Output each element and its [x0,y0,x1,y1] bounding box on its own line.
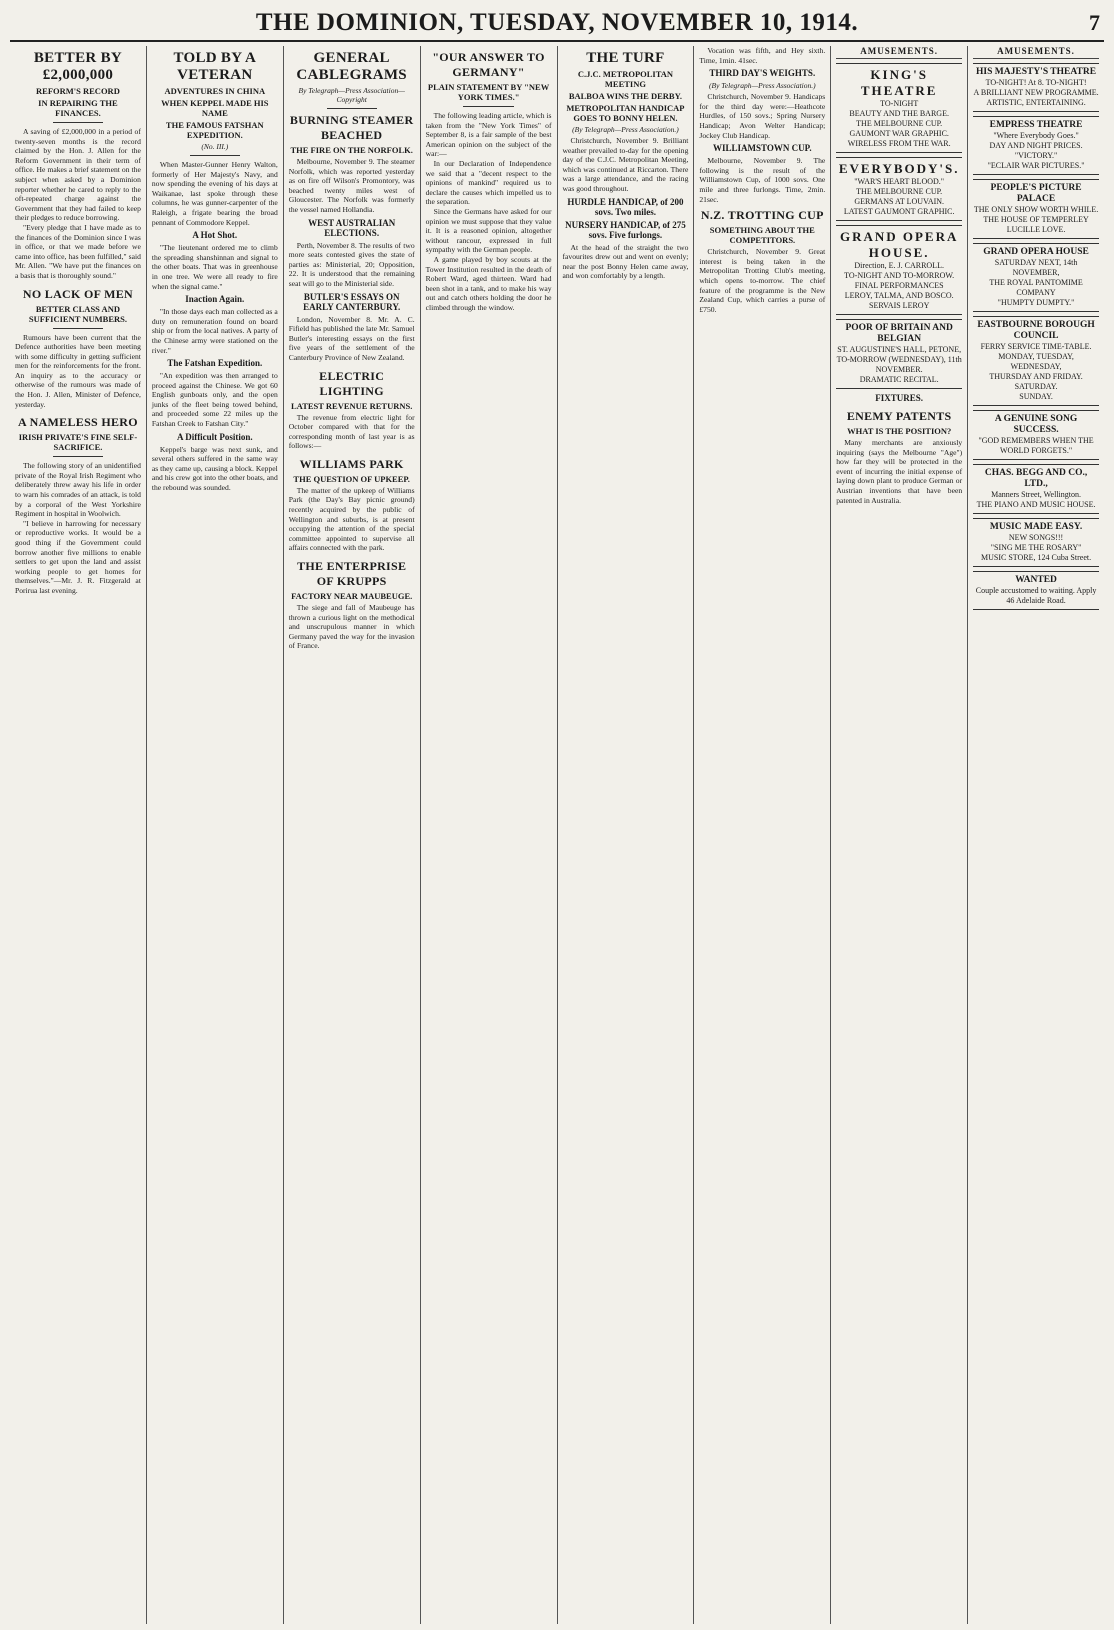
deck: WHAT IS THE POSITION? [847,426,952,436]
ad-line: LUCILLE LOVE. [1006,225,1066,234]
paragraph: Christchurch, November 9. Great interest is being taken in the Metropolitan Trotting Club's meeting, which opens to-morrow. The chief feature of the programme is the New Zealand Cup, which carries a purse of £750. [699,247,826,314]
ad-lines [836,261,962,311]
subhead: A Hot Shot. [192,230,238,241]
ad-title: MUSIC MADE EASY. [989,522,1083,532]
ad-line: "ECLAIR WAR PICTURES." [987,161,1085,170]
ad-line: GERMANS AT LOUVAIN. [854,197,945,206]
deck: ADVENTURES IN CHINA [164,86,266,96]
divider [463,106,513,107]
article-enemy-patents [836,409,962,505]
headline: NO LACK OF MEN [22,286,133,301]
article-better-by-2000000 [15,50,141,281]
paragraph: "I believe in harrowing for necessary or reproductive works. It would be a good thing if the Government could borrow another five millions to enable settlers to get upon the land and assist working people to get homes for themselves."—Mr. J. R. Fitzgerald at Porirua last evening. [15,518,141,595]
paragraph: "An expedition was then arranged to proceed against the Chinese. We got 60 English gunboats only, and the open junks of the fleet being towed behind, and proceeded some 22 miles up the Fatshan Creek to Fatshan City." [151,371,278,429]
ad-line: THURSDAY AND FRIDAY. [989,372,1083,381]
ad-lines [973,78,1099,108]
divider [53,456,103,457]
paragraph: Melbourne, November 9. The steamer Norfolk, which was reported yesterday as on fire off Wilson's Promontory, was beached twenty miles west of Gloucester. The Norfolk was formerly the vessel named Hollandia. [288,157,415,214]
ad-poor-of-britain [836,319,962,389]
ad-title: EMPRESS THEATRE [989,120,1083,130]
paragraph: A game played by boy scouts at the Tower Institution resulted in the death of Robert Ward, aged thirteen. Ward had been shot in a tank, and to make his way out and catch others holding the door he climbed through the window. [425,254,552,312]
article-no-lack-of-men [15,287,141,410]
fixtures [836,393,962,403]
column-1 [10,46,146,1624]
headline: A NAMELESS HERO [18,415,138,430]
ad-line: FINAL PERFORMANCES [854,281,944,290]
subhead: A Difficult Position. [176,431,253,442]
ad-peoples-picture-palace [973,179,1099,239]
ad-line: "Where Everybody Goes." [993,131,1079,140]
ad-lines [973,586,1099,606]
ad-line: MUSIC STORE, 124 Cuba Street. [981,553,1092,562]
article-turf-continued [699,46,825,314]
paragraph: Since the Germans have asked for our opinion we must suppose that they value it. It is a reasoned opinion, altogether without rancour, expressed in full sympathy with the German people. [425,206,552,255]
deck: REFORM'S RECORD [36,86,120,96]
paragraph: Christchurch, November 9. Handicaps for the third day were:—Heathcote Hurdles, of 150 sovs.; Spring Nursery Handicap; Avon Welter Handicap; Jockey Club Handicap. [699,92,826,140]
ad-title: WANTED [1015,575,1057,585]
ad-line: SATURDAY. [1014,382,1058,391]
ad-line: BEAUTY AND THE BARGE. [849,109,949,118]
ad-everybodys [836,157,962,221]
subhead: The Fatshan Expedition. [167,358,263,369]
subhead: Inaction Again. [185,294,245,305]
byline: By Telegraph—Press Association—Copyright [298,86,405,104]
ad-grand-opera-house-pantomime [973,243,1099,312]
byline: (By Telegraph—Press Association.) [709,81,816,91]
ad-line: "HUMPTY DUMPTY." [997,298,1075,307]
paragraph: London, November 8. Mr. A. C. Fifield has published the late Mr. Samuel Butler's interesting essays on the first five years of the settlement of the Canterbury Province of New Zealand. [288,314,415,362]
ad-lines [973,258,1099,308]
column-4 [420,46,557,1624]
divider [190,155,240,156]
paragraph: The following leading article, which is taken from the "New York Times" of September 8, is a fair sample of the best American opinion on the subject of the war:— [425,111,552,159]
ad-line: SUNDAY. [1019,392,1053,401]
ad-line: WIRELESS FROM THE WAR. [847,139,951,148]
series-number: (No. III.) [201,142,229,151]
ad-title: EVERYBODY'S. [838,161,960,176]
subhead: THIRD DAY'S WEIGHTS. [709,68,816,79]
ad-song-success [973,410,1099,460]
ad-line: THE MELBOURNE CUP. [856,187,943,196]
ad-line: ST. AUGUSTINE'S HALL, PETONE, [837,345,962,354]
ad-title: GRAND OPERA HOUSE [983,247,1089,257]
ad-eastbourne-ferry [973,316,1099,406]
paragraph: Melbourne, November 9. The following is the result of the Williamstown Cup, of 1000 sovs. One mile and three furlongs. Time, 2min. 21sec. [699,156,826,204]
ad-line: TO-NIGHT [880,99,919,108]
ad-title: GRAND OPERA HOUSE. [839,229,959,260]
paragraph: When Master-Gunner Henry Walton, formerly of Her Majesty's Navy, and now spending the evening of his days at Waikanae, last spoke through these columns, he was gunner-carpenter of the Raleigh, a frigate bearing the broad pennant of Commodore Keppel. [151,160,278,227]
deck: IN REPAIRING THE FINANCES. [38,98,118,118]
paragraph: At the head of the straight the two favourites drew out and went on evenly; near the post Bonny Helen came away, and won comfortably by a length. [562,242,689,281]
deck: WHEN KEPPEL MADE HIS NAME [161,98,269,118]
deck: BETTER CLASS AND SUFFICIENT NUMBERS. [28,303,127,324]
article-general-cablegrams [289,50,415,363]
ad-music-made-easy [973,518,1099,567]
article-the-turf [563,50,689,281]
ad-line: "WAR'S HEART BLOOD." [854,177,945,186]
ad-line: TO-NIGHT! At 8. TO-NIGHT! [985,78,1087,87]
headline: BURNING STEAMER BEACHED [289,113,414,142]
section-label: AMUSEMENTS. [973,46,1099,59]
deck: C.J.C. METROPOLITAN MEETING [577,69,674,89]
ad-kings-theatre [836,63,962,153]
ad-lines [973,342,1099,402]
race-title: NURSERY HANDICAP, of 275 sovs. Five furlongs. [565,219,686,240]
ad-lines [836,177,962,217]
ad-line: GAUMONT WAR GRAPHIC. [849,129,949,138]
column-6 [693,46,830,1624]
ad-line: LEROY, TALMA, AND BOSCO. [844,291,954,300]
ad-line: "SING ME THE ROSARY" [990,543,1082,552]
masthead-title: THE DOMINION, TUESDAY, NOVEMBER 10, 1914. [255,9,859,36]
headline: "OUR ANSWER TO GERMANY" [432,50,545,79]
article-told-by-a-veteran [152,50,278,493]
article-enterprise-of-krupps [289,559,415,651]
ad-line: DAY AND NIGHT PRICES. [989,141,1083,150]
ad-lines [973,436,1099,456]
subhead: FIXTURES. [875,393,924,403]
columns [10,46,1104,1624]
column-5 [557,46,694,1624]
ad-lines [973,131,1099,171]
masthead [10,6,1104,42]
paragraph: "In those days each man collected as a duty on remuneration found on board ship or from the local natives. A party of the Chinese army were stationed on the river." [151,307,278,355]
ad-line: FERRY SERVICE TIME-TABLE. [980,342,1092,351]
deck: SOMETHING ABOUT THE COMPETITORS. [709,225,815,246]
ad-line: "GOD REMEMBERS WHEN THE WORLD FORGETS." [978,436,1094,455]
deck: FACTORY NEAR MAUBEUGE. [291,591,413,602]
deck: IRISH PRIVATE'S FINE SELF-SACRIFICE. [18,432,138,453]
headline: BETTER BY £2,000,000 [33,50,123,83]
paragraph: "Every pledge that I have made as to the finances of the Dominion since I was in office, or that we made before we came into office, has been fulfilled," said Mr. Allen. "We have put the finances on a basis that is thoroughly sound." [15,222,141,280]
ad-line: DRAMATIC RECITAL. [859,375,939,384]
article-williams-park [289,457,415,553]
ad-lines [973,490,1099,510]
deck: THE FAMOUS FATSHAN EXPEDITION. [165,120,264,140]
ad-title: PEOPLE'S PICTURE PALACE [990,183,1082,204]
ad-line: THE MELBOURNE CUP. [856,119,943,128]
ad-grand-opera-house [836,225,962,315]
byline: (By Telegraph—Press Association.) [572,125,679,134]
ad-line: ARTISTIC, ENTERTAINING. [986,98,1086,107]
ad-line: THE ONLY SHOW WORTH WHILE. [973,205,1099,214]
paragraph: Christchurch, November 9. Brilliant weather prevailed to-day for the opening day of the C.J.C. Metropolitan Meeting, which was continued at Riccarton. There was a large attendance, and the racing was good throughout. [562,136,689,193]
ad-line: SATURDAY NEXT, 14th NOVEMBER, [994,258,1078,277]
ad-line: Direction, E. J. CARROLL. [854,261,944,270]
section-label: AMUSEMENTS. [836,46,962,59]
paragraph: In our Declaration of Independence we said that a "decent respect to the opinions of mankind" required us to declare the causes which impelled us to the separation. [425,158,552,207]
headline: N.Z. TROTTING CUP [700,208,824,223]
headline: WILLIAMS PARK [299,456,404,471]
column-8 [967,46,1104,1624]
article-our-answer-to-germany [426,50,552,312]
article-nameless-hero [15,415,141,595]
paragraph: Perth, November 8. The results of two more seats contested gives the state of parties as: Ministerial, 20; Opposition, 22. It is understood that the remaining seat will go to the Ministerial side. [288,240,415,288]
ad-line: "VICTORY." [1014,151,1058,160]
deck: METROPOLITAN HANDICAP GOES TO BONNY HELEN. [566,103,685,123]
deck: THE FIRE ON THE NORFOLK. [290,145,413,155]
deck: BALBOA WINS THE DERBY. [568,91,683,101]
divider [53,328,103,329]
deck: PLAIN STATEMENT BY "NEW YORK TIMES." [427,82,550,102]
ad-lines [836,99,962,149]
ad-his-majestys-theatre [973,63,1099,112]
subhead: WILLIAMSTOWN CUP. [713,143,812,154]
paragraph: Keppel's barge was next sunk, and several others suffered in the same way as they came up, causing a block. Keppel and his crew got into the other boats, and the rebound was sounded. [151,444,278,493]
ad-line: MONDAY, TUESDAY, WEDNESDAY, [998,352,1074,371]
paragraph: "The lieutenant ordered me to climb the spreading shanshinnan and signal to the other boats. That was in greenhouse in one tree. We were all ready to fire when the signal came." [151,243,278,291]
paragraph: Rumours have been current that the Defence authorities have been meeting with some difficulty in getting sufficient men for the reinforcements for the front. An inquiry as to the accuracy or otherwise of the rumours was made of the Hon. J. Allen, Minister of Defence, yesterday. [15,332,141,409]
article-electric-lighting [289,369,415,451]
ad-title: A GENUINE SONG SUCCESS. [994,414,1078,435]
ad-line: Manners Street, Wellington. [991,490,1081,499]
ad-lines [973,205,1099,235]
paragraph: The matter of the upkeep of Williams Park (the Day's Bay picnic ground) recently acquired by the public of Wellington and suburbs, is at present occupying the attention of the special committee appointed to supervise all affairs connected with the park. [288,485,415,553]
column-2 [146,46,283,1624]
subhead: WEST AUSTRALIAN ELECTIONS. [308,217,396,238]
column-7 [830,46,967,1624]
paragraph: A saving of £2,000,000 in a period of twenty-seven months is the record claimed by the Hon. J. Allen for the Reform Government in their term of office. He makes a brief statement on the subject when asked by a Dominion reporter whether he cared to reply to the oft-repeated charge against the Government that they had failed to keep their pledges to reduce borrowing. [15,127,141,223]
ad-line: NEW SONGS!!! [1008,533,1064,542]
ad-line: THE PIANO AND MUSIC HOUSE. [976,500,1096,509]
paragraph: The revenue from electric light for October compared with that for the corresponding month of last year is as follows:— [288,412,415,451]
race-title: HURDLE HANDICAP, of 200 sovs. Two miles. [567,196,684,217]
column-3 [283,46,420,1624]
headline: ELECTRIC LIGHTING [319,368,385,398]
ad-title: HIS MAJESTY'S THEATRE [976,67,1097,77]
deck: THE QUESTION OF UPKEEP. [293,473,410,484]
ad-chas-begg [973,464,1099,514]
paragraph: The following story of an unidentified private of the Royal Irish Regiment who deliberately threw away his life in order to warn his comrades of an attack, is told by a corporal of the West Yorkshire Regiment in hospital in Woolwich. [15,461,141,519]
ad-title: POOR OF BRITAIN AND BELGIAN [845,323,953,344]
paragraph: The siege and fall of Maubeuge has thrown a curious light on the methodical and unscrupulous manner in which Germany paved the way for the invasion of France. [288,603,415,651]
ad-line: THE ROYAL PANTOMIME COMPANY [989,278,1083,297]
headline: TOLD BY A VETERAN [173,50,257,83]
headline: THE ENTERPRISE OF KRUPPS [297,559,407,589]
ad-lines [836,345,962,385]
ad-title: EASTBOURNE BOROUGH COUNCIL [977,320,1095,341]
paragraph: Vocation was fifth, and Hey sixth. Time, 1min. 41sec. [699,46,826,65]
divider [327,108,377,109]
ad-wanted [973,571,1099,610]
ad-line: THE HOUSE OF TEMPERLEY [983,215,1089,224]
ad-line: SERVAIS LEROY [869,301,930,310]
ad-line: A BRILLIANT NEW PROGRAMME. [973,88,1099,97]
deck: LATEST REVENUE RETURNS. [291,400,413,411]
ad-title: CHAS. BEGG AND CO., LTD., [984,468,1088,489]
ad-line: LATEST GAUMONT GRAPHIC. [843,207,955,216]
ad-title: KING'S THEATRE [860,67,938,98]
ad-line: TO-NIGHT AND TO-MORROW. [844,271,955,280]
paragraph: Many merchants are anxiously inquiring (says the Melbourne "Age") how far they will be protected in the event of incurring the initial expense of laying down plant to produce German or Austrian inventions that have been patented in Australia. [836,438,963,505]
ad-empress-theatre [973,116,1099,175]
ad-line: TO-MORROW (WEDNESDAY), 11th NOVEMBER. [836,355,962,374]
ad-line: Couple accustomed to waiting. Apply 46 Adelaide Road. [975,586,1097,605]
page-number: 7 [1089,10,1100,35]
headline: ENEMY PATENTS [846,409,952,423]
headline: THE TURF [586,50,665,66]
divider [53,122,103,123]
headline: GENERAL CABLEGRAMS [296,50,407,83]
ad-lines [973,533,1099,563]
subhead: BUTLER'S ESSAYS ON EARLY CANTERBURY. [303,291,401,312]
